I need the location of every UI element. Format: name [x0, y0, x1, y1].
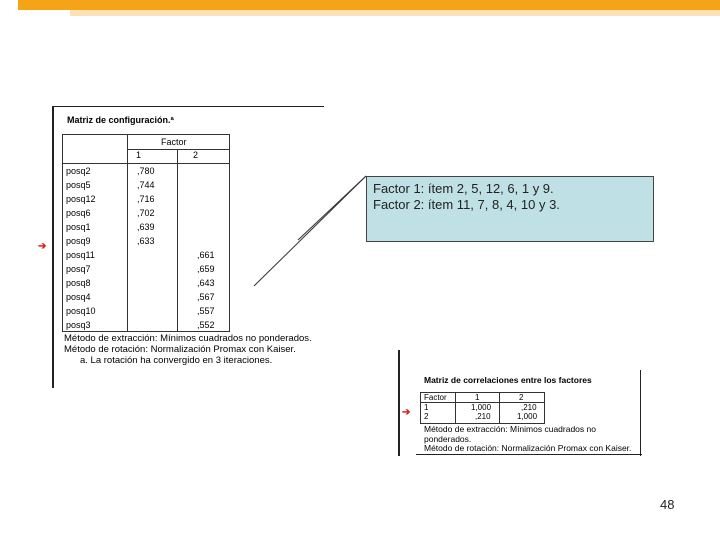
row-item: posq12 [66, 194, 96, 204]
corr-row-1-factor: 1 [424, 403, 429, 412]
row-item: posq11 [66, 250, 95, 260]
panel-border-left [398, 350, 400, 456]
row-factor-1: ,702 [137, 208, 155, 218]
corr-row-2-c1: ,210 [475, 412, 491, 421]
note-rotation: Método de rotación: Normalización Promax con Kaiser. [64, 344, 296, 355]
row-factor-2: ,552 [197, 320, 215, 330]
red-arrow-icon: ➔ [38, 241, 47, 252]
corr-header-col-2: 2 [519, 393, 524, 402]
corr-row-2-c2: 1,000 [517, 412, 538, 421]
header-col-2: 2 [193, 150, 199, 160]
top-accent-bar [18, 0, 720, 10]
config-matrix-notes [64, 333, 324, 366]
panel-border-right [640, 370, 641, 456]
panel-border-bottom [416, 454, 642, 455]
corr-row-1-c2: ,210 [521, 403, 537, 412]
corr-header-factor: Factor [424, 393, 447, 402]
corr-matrix-panel [398, 350, 644, 456]
row-factor-1: ,639 [137, 222, 155, 232]
row-factor-2: ,557 [197, 306, 215, 316]
table-divider [127, 135, 128, 331]
note-converged: a. La rotación ha convergido en 3 iteraciones. [80, 355, 273, 366]
config-matrix-table [62, 134, 230, 332]
factor-callout [366, 176, 654, 242]
corr-matrix-title: Matriz de correlaciones entre los factores [424, 375, 592, 385]
config-matrix-panel [52, 106, 324, 388]
row-item: posq7 [66, 264, 91, 274]
row-item: posq2 [66, 166, 91, 176]
row-factor-2: ,659 [197, 264, 215, 274]
callout-line-2: Factor 2: ítem 11, 7, 8, 4, 10 y 3. [373, 197, 560, 212]
header-col-1: 1 [136, 150, 142, 160]
row-item: posq4 [66, 292, 91, 302]
row-item: posq5 [66, 180, 91, 190]
panel-border-top [52, 106, 324, 107]
page-number: 48 [660, 497, 675, 512]
row-item: posq6 [66, 208, 91, 218]
corr-note-extraction: Método de extracción: Mínimos cuadrados no [424, 424, 596, 434]
table-divider [177, 149, 178, 331]
row-item: posq8 [66, 278, 91, 288]
row-factor-1: ,716 [137, 194, 155, 204]
note-extraction: Método de extracción: Mínimos cuadrados no ponderados. [64, 333, 312, 344]
row-factor-2: ,567 [197, 292, 215, 302]
row-factor-2: ,661 [197, 250, 215, 260]
corr-header-col-1: 1 [475, 393, 480, 402]
table-divider [499, 393, 500, 423]
header-factor: Factor [161, 137, 187, 147]
corr-note-rotation: Método de rotación: Normalización Promax con Kaiser. [424, 443, 632, 453]
row-item: posq10 [66, 306, 96, 316]
red-arrow-icon: ➔ [402, 407, 411, 418]
row-item: posq9 [66, 236, 91, 246]
panel-border-left [52, 106, 54, 388]
corr-matrix-notes [424, 425, 634, 454]
row-factor-1: ,744 [137, 180, 155, 190]
top-accent-bar-light [70, 10, 720, 16]
corr-note-extraction-cont: ponderados. [424, 433, 472, 444]
row-factor-2: ,643 [197, 278, 215, 288]
row-factor-1: ,780 [137, 166, 155, 176]
row-item: posq3 [66, 320, 91, 330]
callout-line-1: Factor 1: ítem 2, 5, 12, 6, 1 y 9. [373, 181, 554, 196]
table-divider [455, 393, 456, 423]
corr-row-2-factor: 2 [424, 412, 429, 421]
config-matrix-title: Matriz de configuración.ª [67, 115, 174, 125]
row-factor-1: ,633 [137, 236, 155, 246]
row-item: posq1 [66, 222, 91, 232]
corr-matrix-table [420, 392, 545, 424]
table-divider [127, 149, 229, 150]
corr-row-1-c1: 1,000 [471, 403, 492, 412]
